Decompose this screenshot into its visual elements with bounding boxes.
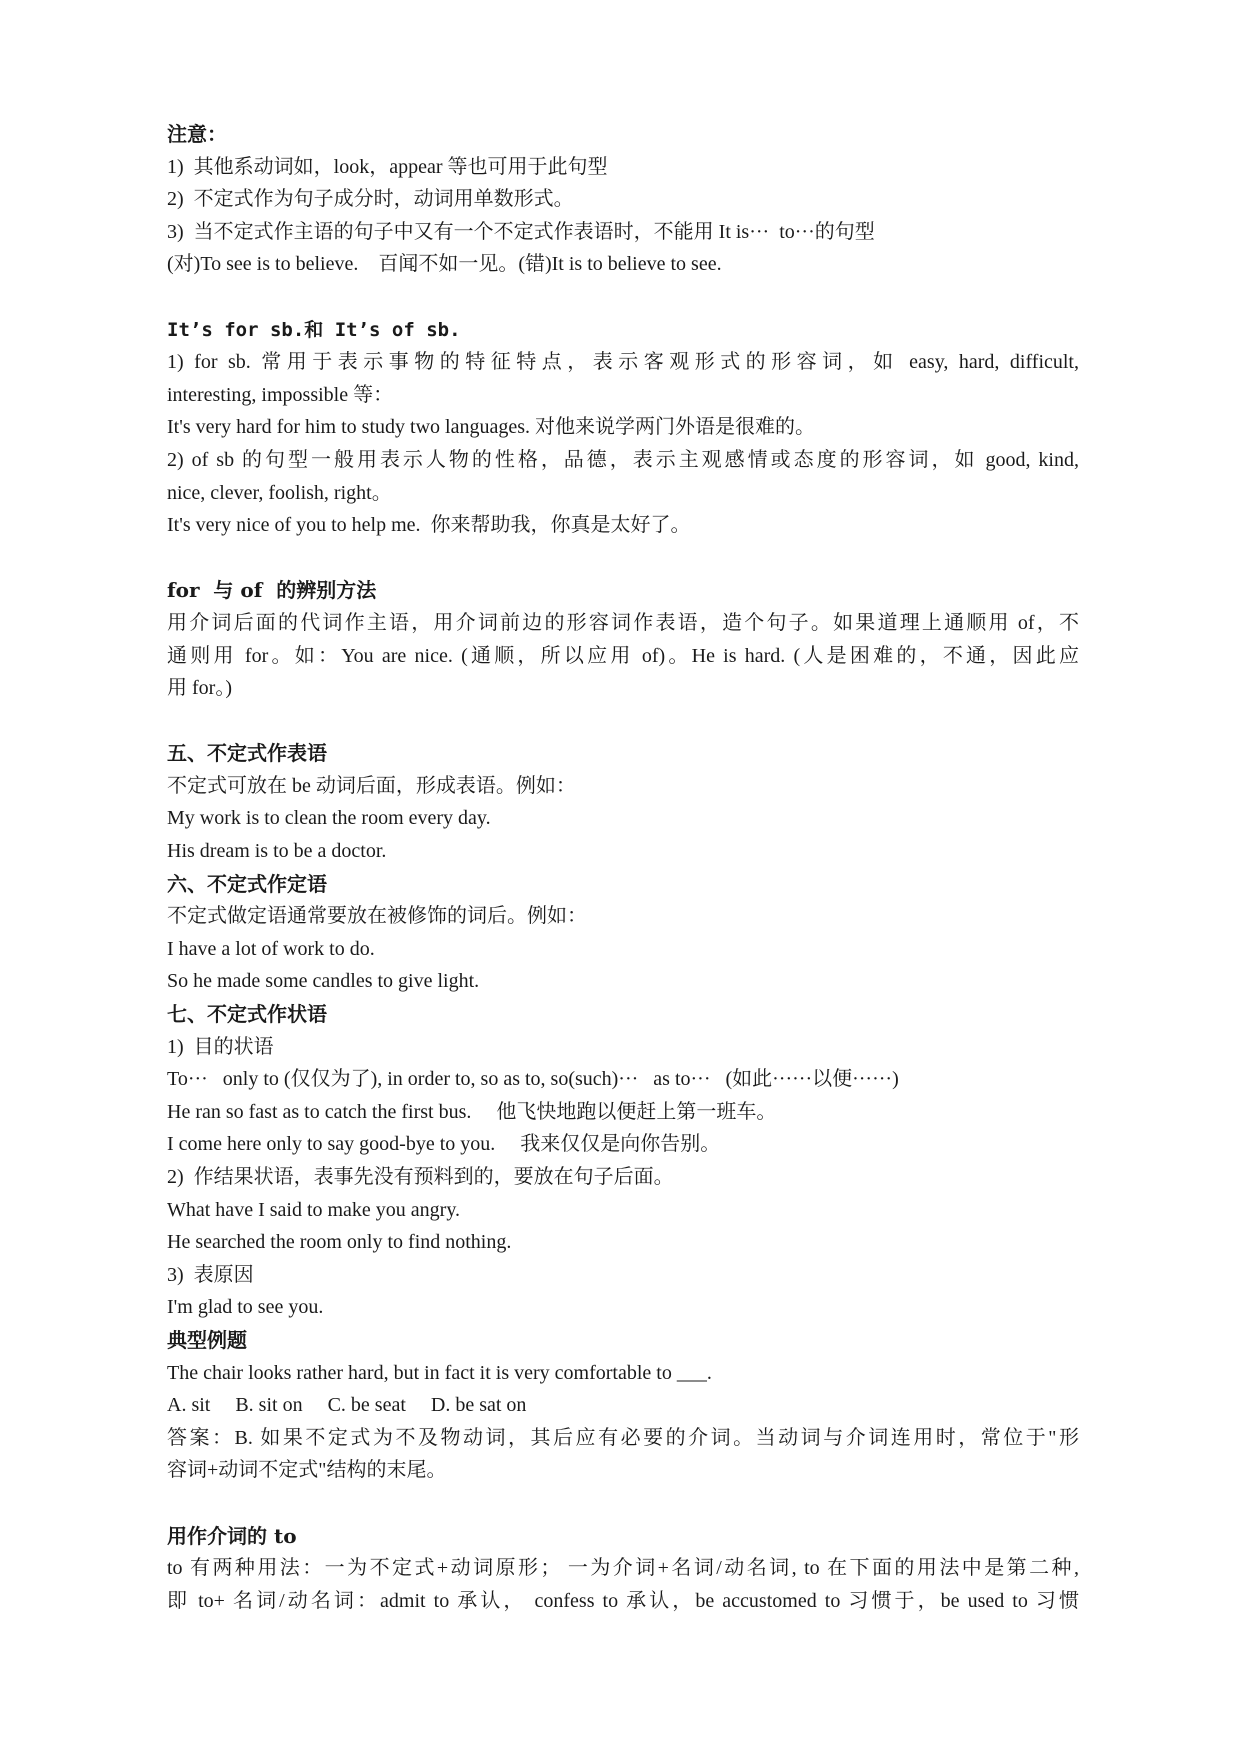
preposition-to-title: 用作介词的 to: [167, 1523, 297, 1548]
example-sentence: His dream is to be a doctor.: [167, 840, 387, 863]
paragraph-line: To··· only to (仅仅为了), in order to, so as to, so(such)··· as to··· (如此······以便······): [167, 1068, 899, 1091]
example-sentence: My work is to clean the room every day.: [167, 807, 491, 830]
distinguish-title: for 与 of 的辨别方法: [167, 578, 377, 603]
attributive-title: 六、不定式作定语: [167, 871, 327, 896]
answer-explanation: 答案：B. 如果不定式为不及物动词，其后应有必要的介词。当动词与介词连用时，常位于"形: [167, 1426, 1079, 1449]
paragraph-line: nice, clever, foolish, right。: [167, 481, 392, 504]
paragraph-line: It's very hard for him to study two languages. 对他来说学两门外语是很难的。: [167, 416, 815, 439]
notes-item: 1) 其他系动词如，look，appear 等也可用于此句型: [167, 155, 608, 178]
paragraph-line: 即 to+ 名词/动名词：admit to 承认， confess to 承认，be accustomed to 习惯于，be used to 习惯: [167, 1589, 1079, 1612]
example-sentence: What have I said to make you angry.: [167, 1198, 461, 1221]
paragraph-line: 2) 作结果状语，表事先没有预料到的，要放在句子后面。: [167, 1166, 674, 1188]
paragraph-line: 不定式可放在 be 动词后面，形成表语。例如：: [167, 774, 576, 797]
example-title: 典型例题: [167, 1327, 247, 1352]
paragraph-line: to 有两种用法：一为不定式+动词原形； 一为介词+名词/动名词, to 在下面的用法中是第二种,: [167, 1557, 1079, 1580]
for-of-title: It’s for sb.和 It’s of sb.: [167, 318, 461, 341]
notes-item: 3) 当不定式作主语的句子中又有一个不定式作表语时，不能用 It is··· to···的句型: [167, 220, 875, 243]
paragraph-line: 1) for sb. 常用于表示事物的特征特点，表示客观形式的形容词，如 easy, hard, difficult,: [167, 351, 1079, 374]
document-page: [167, 118, 1079, 1617]
paragraph-line: 用 for。): [167, 677, 232, 700]
paragraph-line: 2) of sb 的句型一般用表示人物的性格，品德，表示主观感情或态度的形容词，如 good, kind,: [167, 448, 1079, 471]
paragraph-line: interesting, impossible 等：: [167, 383, 394, 406]
example-sentence: He searched the room only to find nothing.: [167, 1231, 512, 1254]
notes-title: 注意：: [167, 122, 227, 146]
paragraph-line: 1) 目的状语: [167, 1035, 274, 1058]
example-sentence: I have a lot of work to do.: [167, 937, 375, 960]
predicative-title: 五、不定式作表语: [167, 741, 327, 766]
answer-explanation: 容词+动词不定式"结构的末尾。: [167, 1459, 447, 1482]
paragraph-line: 通则用 for。如：You are nice. (通顺，所以应用 of)。He is hard. (人是困难的，不通，因此应: [167, 644, 1079, 667]
example-sentence: I come here only to say good-bye to you. 我来仅仅是向你告别。: [167, 1133, 721, 1156]
spacer: [167, 281, 1079, 314]
adverbial-title: 七、不定式作状语: [167, 1002, 327, 1027]
paragraph-line: 不定式做定语通常要放在被修饰的词后。例如：: [167, 905, 587, 928]
spacer: [167, 1487, 1079, 1520]
example-sentence: So he made some candles to give light.: [167, 970, 480, 993]
example-sentence: He ran so fast as to catch the first bus. 他飞快地跑以便赶上第一班车。: [167, 1100, 777, 1123]
example-sentence: I'm glad to see you.: [167, 1296, 324, 1319]
notes-item: (对)To see is to believe. 百闻不如一见。(错)It is to believe to see.: [167, 253, 722, 276]
spacer: [167, 542, 1079, 575]
paragraph-line: 3) 表原因: [167, 1263, 254, 1286]
paragraph-line: It's very nice of you to help me. 你来帮助我，你真是太好了。: [167, 514, 691, 537]
question-stem: The chair looks rather hard, but in fact it is very comfortable to ___.: [167, 1361, 712, 1384]
notes-item: 2) 不定式作为句子成分时，动词用单数形式。: [167, 188, 574, 211]
spacer: [167, 705, 1079, 738]
paragraph-line: 用介词后面的代词作主语，用介词前边的形容词作表语，造个句子。如果道理上通顺用 of，不: [167, 611, 1079, 634]
answer-options: A. sit B. sit on C. be seat D. be sat on: [167, 1394, 527, 1417]
